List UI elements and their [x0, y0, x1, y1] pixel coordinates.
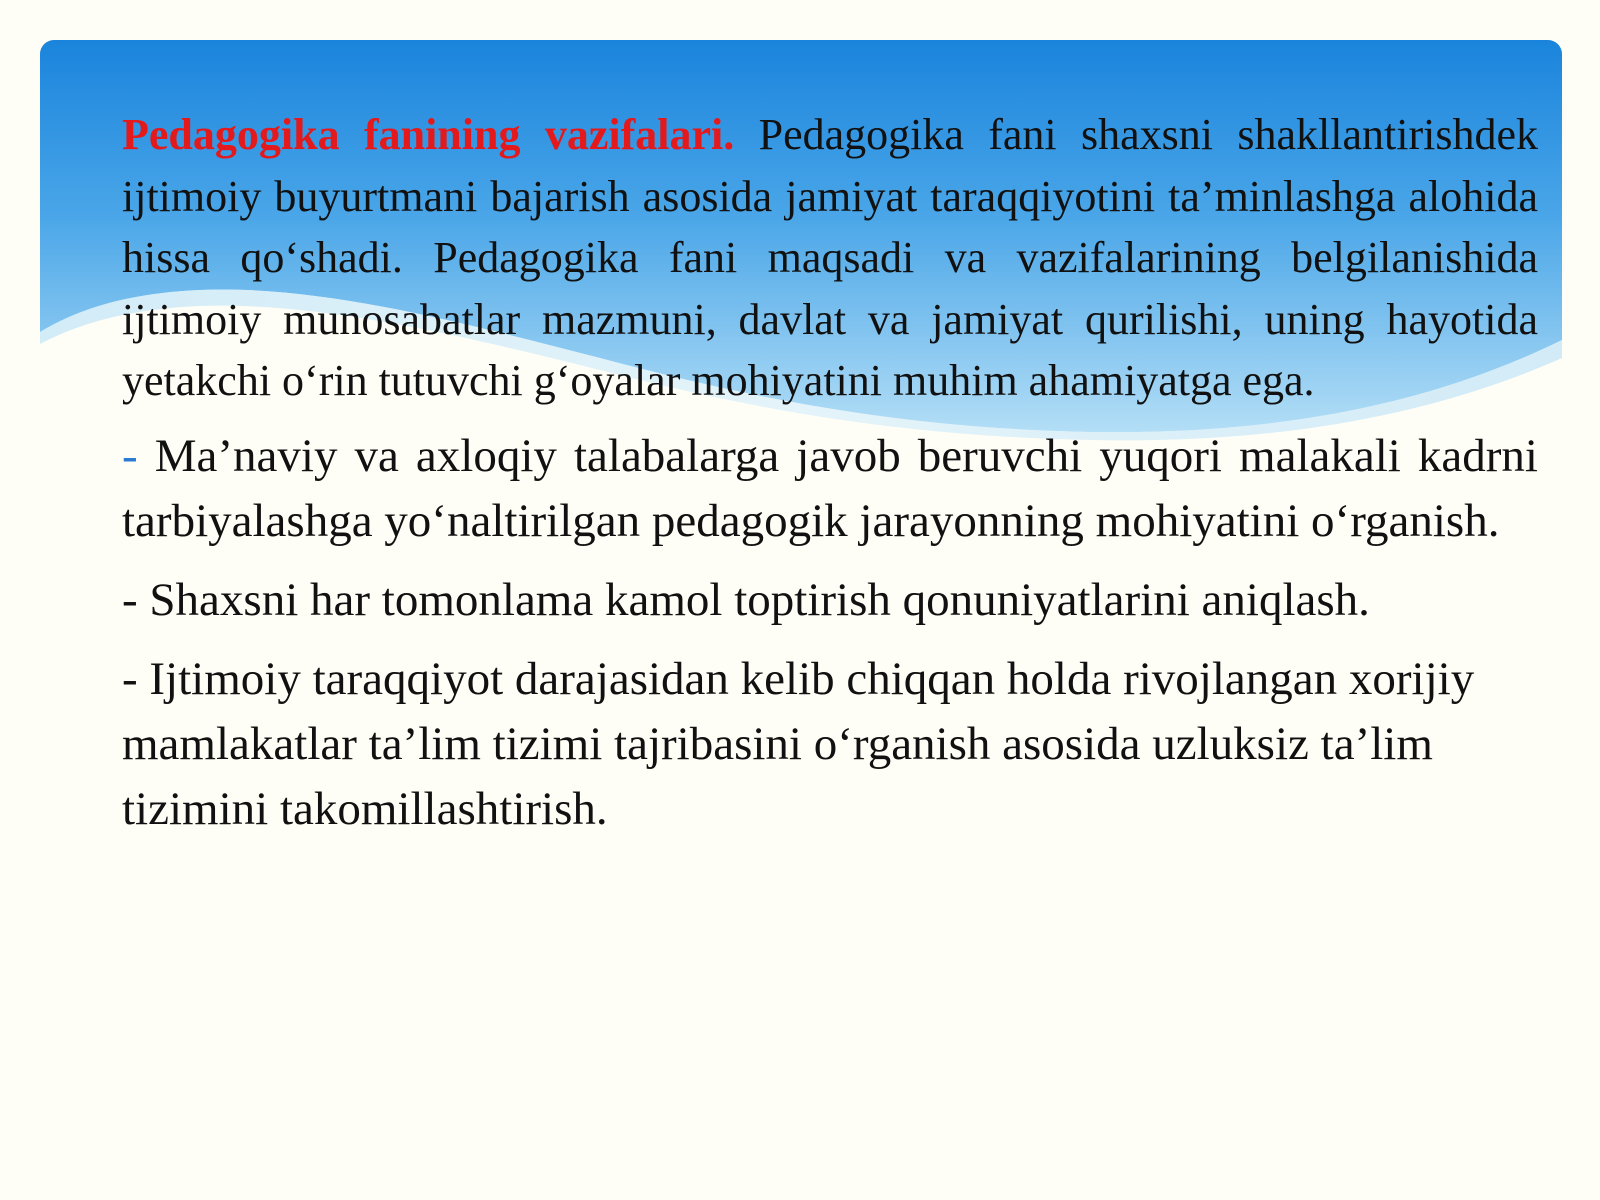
list-bullet: - — [122, 652, 138, 705]
list-item-text: Shaxsni har tomonlama kamol toptirish qonuniyatlarini aniqlash. — [149, 573, 1370, 626]
list-item-text: Ijtimoiy taraqqiyot darajasidan kelib chiqqan holda rivojlangan xorijiy mamlakatlar ta’lim tizimi tajribasini o‘rganish asosida uzluksiz ta’lim tizimini takomillashtirish. — [122, 652, 1475, 835]
slide-body — [122, 104, 1538, 842]
intro-text: Pedagogika fani shaxsni shakllantirishdek ijtimoiy buyurtmani bajarish asosida jamiyat taraqqiyotini ta’minlashga alohida hissa qo‘shadi. Pedagogika fani maqsadi va vazifalarining belgilanishida ijtimoiy munosabatlar mazmuni, davlat va jamiyat qurilishi, uning hayotida yetakchi o‘rin tutuvchi g‘oyalar mohiyatini muhim ahamiyatga ega. — [122, 110, 1538, 405]
list-bullet: - — [122, 429, 138, 482]
intro-paragraph — [122, 104, 1538, 412]
slide-heading: Pedagogika fanining vazifalari. — [122, 110, 735, 159]
list-item — [122, 647, 1538, 842]
list-item — [122, 568, 1538, 633]
list-item — [122, 424, 1538, 554]
list-item-text: Ma’naviy va axloqiy talabalarga javob beruvchi yuqori malakali kadrni tarbiyalashga yo‘naltirilgan pedagogik jarayonning mohiyatini o‘rganish. — [122, 429, 1538, 547]
list-bullet: - — [122, 573, 138, 626]
